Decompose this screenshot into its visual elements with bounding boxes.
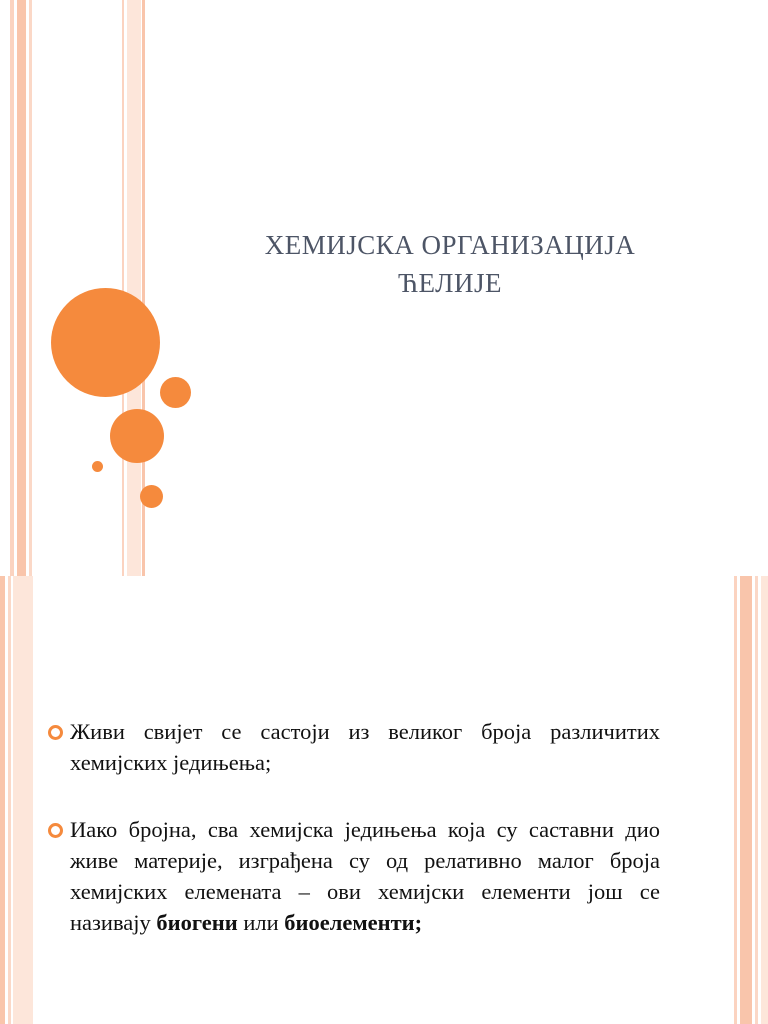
list-item [48,814,660,938]
bullet-text-plain: Иако бројна, сва хемијска једињења која су саставни дио живе материје, изграђена су од релативно малог броја хемијских елемената – ови хемијски елементи још се називају [70,817,660,935]
bullet-text: Живи свијет се састоји из великог броја различитих хемијских једињења; [70,719,660,775]
decorative-stripe [29,0,32,576]
decorative-stripe [0,576,5,1024]
small-circle-decoration [160,377,191,408]
decorative-stripe [761,576,768,1024]
decorative-stripe [8,576,11,1024]
bullet-ring-icon [48,725,63,740]
title-line-1: ХЕМИЈСКА ОРГАНИЗАЦИЈА [264,230,636,260]
bullet-ring-icon [48,823,63,838]
small-circle-decoration [140,485,163,508]
term-biogeni: биогени [156,910,238,935]
decorative-stripe [755,576,758,1024]
decorative-stripe [10,0,14,576]
term-bioelementi: биоелементи; [284,910,423,935]
slide-title [205,226,695,302]
title-line-2: ЋЕЛИЈЕ [398,268,502,298]
medium-circle-decoration [110,409,164,463]
decorative-stripe [740,576,752,1024]
decorative-stripe [17,0,26,576]
content-slide [0,576,768,1024]
list-item [48,716,660,778]
decorative-stripe [13,576,33,1024]
decorative-stripe [122,0,124,576]
bullet-text [70,814,660,938]
decorative-stripe [734,576,737,1024]
connector-word: или [243,910,279,935]
bullet-list [48,716,660,974]
tiny-circle-decoration [92,461,103,472]
decorative-stripe [127,0,141,576]
large-circle-decoration [51,288,160,397]
